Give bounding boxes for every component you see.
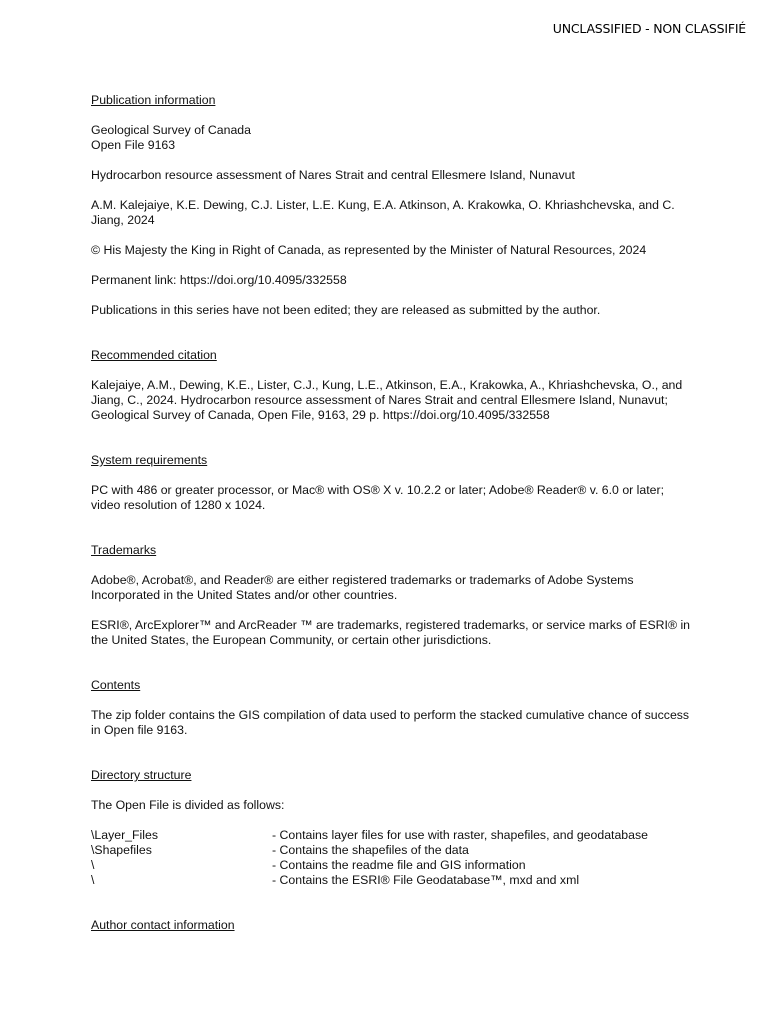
citation-section	[91, 348, 691, 423]
system-text: PC with 486 or greater processor, or Mac® with OS® X v. 10.2.2 or later; Adobe® Reader® v. 6.0 or later; video resolution of 1280 x 1024.	[91, 483, 665, 512]
contents-section	[91, 678, 691, 738]
publication-editing-note: Publications in this series have not been edited; they are released as submitted by the author.	[91, 303, 601, 317]
directory-path: \	[91, 873, 95, 887]
publication-section	[91, 93, 691, 318]
publication-title: Hydrocarbon resource assessment of Nares Strait and central Ellesmere Island, Nunavut	[91, 168, 575, 182]
document-body	[91, 93, 691, 948]
contents-text: The zip folder contains the GIS compilation of data used to perform the stacked cumulative chance of success in Open file 9163.	[91, 708, 690, 737]
citation-heading: Recommended citation	[91, 348, 217, 362]
trademarks-adobe: Adobe®, Acrobat®, and Reader® are either registered trademarks or trademarks of Adobe Systems Incorporated in the United States and/or other countries.	[91, 573, 634, 602]
author-contact-heading: Author contact information	[91, 918, 235, 932]
directory-table	[91, 828, 691, 888]
directory-row	[91, 843, 691, 858]
contents-heading: Contents	[91, 678, 141, 692]
system-heading: System requirements	[91, 453, 208, 467]
directory-row	[91, 873, 691, 888]
publication-agency: Geological Survey of Canada	[91, 123, 251, 137]
author-contact-section	[91, 918, 691, 933]
publication-heading: Publication information	[91, 93, 216, 107]
directory-description: - Contains the shapefiles of the data	[272, 843, 469, 857]
directory-section	[91, 768, 691, 888]
publication-copyright: © His Majesty the King in Right of Canada, as represented by the Minister of Natural Resources, 2024	[91, 243, 647, 257]
directory-description: - Contains layer files for use with raster, shapefiles, and geodatabase	[272, 828, 648, 842]
directory-heading: Directory structure	[91, 768, 192, 782]
directory-description: - Contains the readme file and GIS information	[272, 858, 526, 872]
publication-authors: A.M. Kalejaiye, K.E. Dewing, C.J. Lister, L.E. Kung, E.A. Atkinson, A. Krakowka, O. Khriashchevska, and C. Jiang, 2024	[91, 198, 675, 227]
directory-path: \Layer_Files	[91, 828, 158, 842]
directory-row	[91, 828, 691, 843]
classification-marking: UNCLASSIFIED - NON CLASSIFIÉ	[552, 21, 746, 36]
directory-row	[91, 858, 691, 873]
citation-text: Kalejaiye, A.M., Dewing, K.E., Lister, C.J., Kung, L.E., Atkinson, E.A., Krakowka, A., Khriashchevska, O., and Jiang, C., 2024. Hydrocarbon resource assessment of Nares Strait and central Ellesmere Island, Nunavut; Geological Survey of Canada, Open File, 9163, 29 p. https://doi.org/10.4095/332558	[91, 378, 683, 422]
directory-intro: The Open File is divided as follows:	[91, 798, 285, 812]
publication-open-file: Open File 9163	[91, 138, 176, 152]
trademarks-section	[91, 543, 691, 648]
publication-permanent-link: Permanent link: https://doi.org/10.4095/332558	[91, 273, 347, 287]
trademarks-esri: ESRI®, ArcExplorer™ and ArcReader ™ are trademarks, registered trademarks, or service marks of ESRI® in the United States, the European Community, or certain other jurisdictions.	[91, 618, 691, 647]
trademarks-heading: Trademarks	[91, 543, 157, 557]
publication-agency-block	[91, 123, 691, 153]
system-section	[91, 453, 691, 513]
directory-description: - Contains the ESRI® File Geodatabase™, mxd and xml	[272, 873, 580, 887]
directory-path: \	[91, 858, 95, 872]
directory-path: \Shapefiles	[91, 843, 152, 857]
